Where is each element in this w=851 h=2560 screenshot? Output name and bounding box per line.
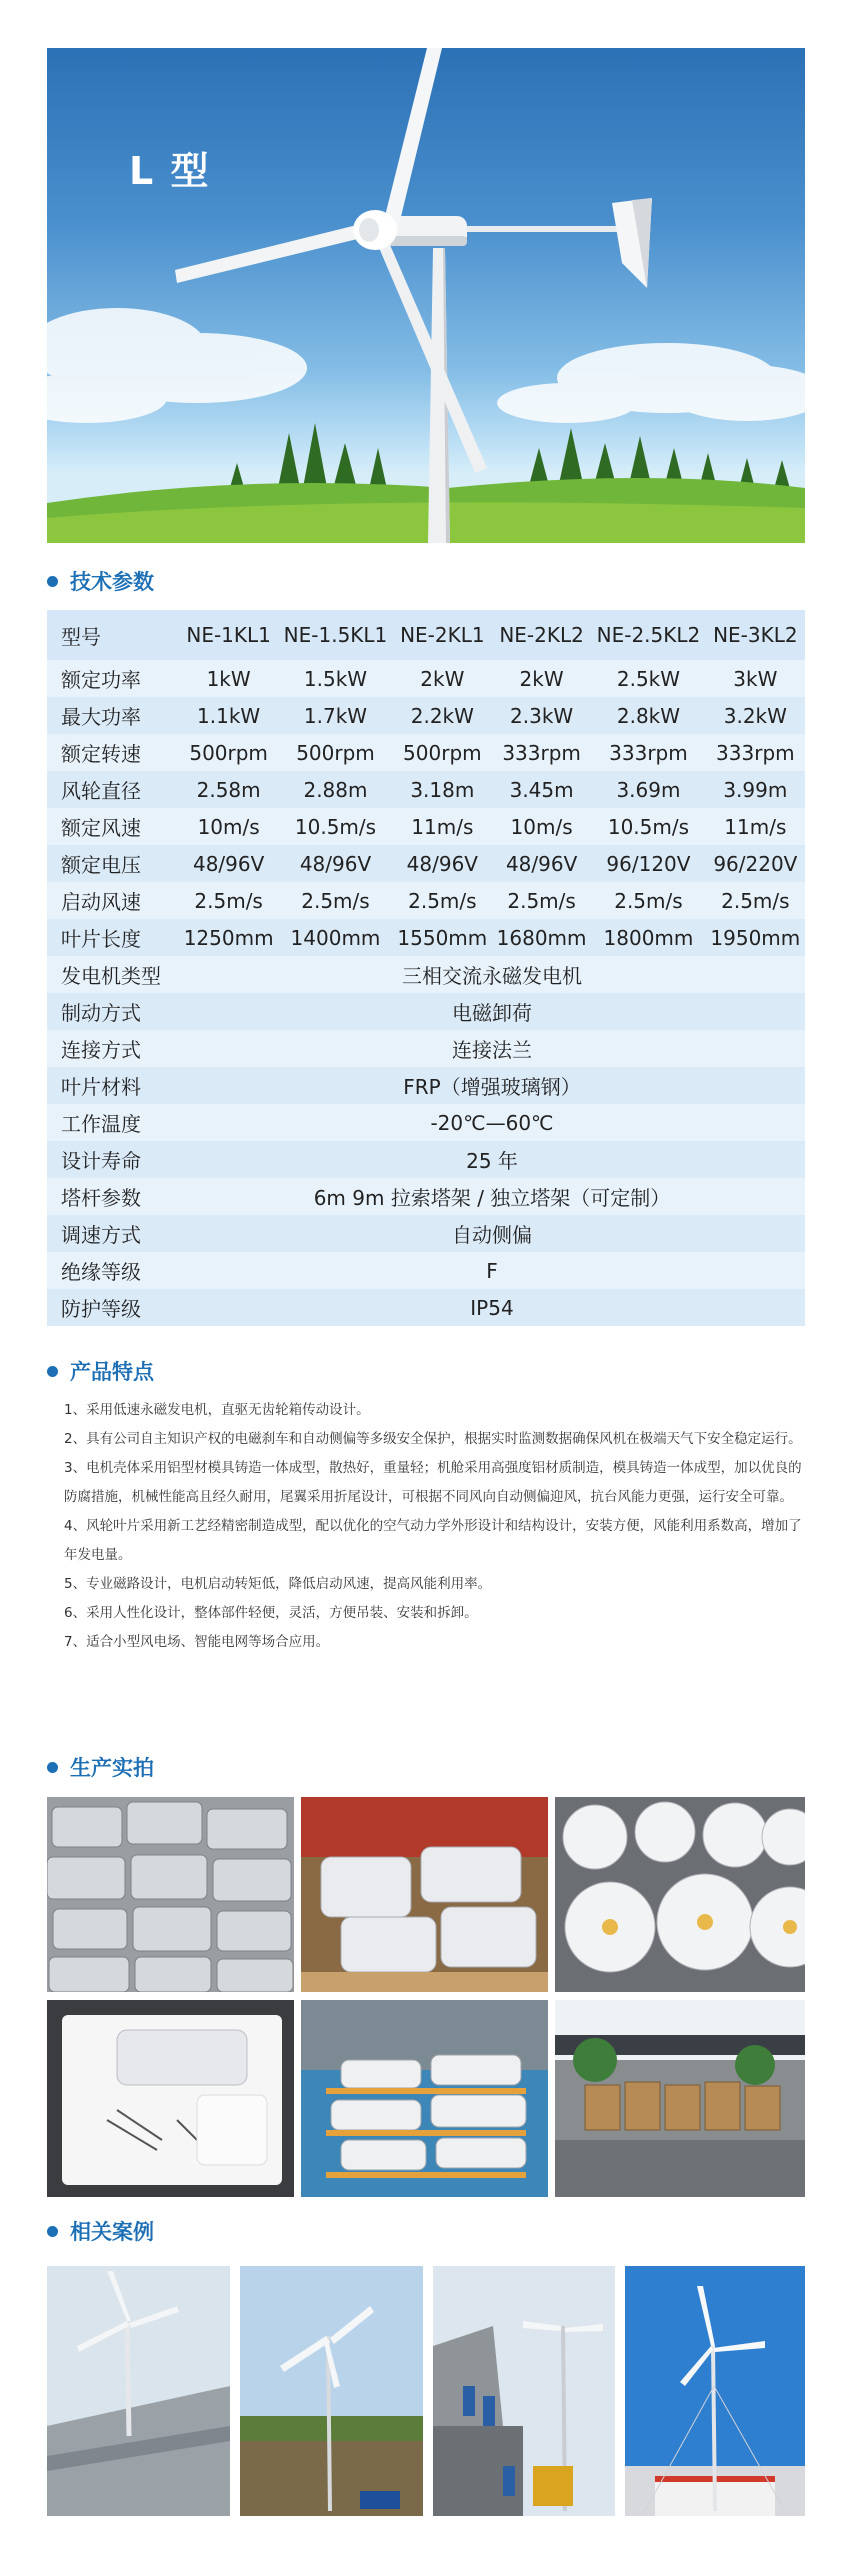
- table-row: [47, 771, 805, 808]
- table-cell: 48/96V: [192, 851, 265, 876]
- section-title: 生产实拍: [70, 1756, 154, 1780]
- feature-item: 3、电机壳体采用铝型材模具铸造一体成型，散热好，重量轻；机舱采用高强度铝材质制造，模具铸造一体成型，加以优良的防腐措施，机械性能高且经久耐用，尾翼采用折尾设计，可根据不同风向自动侧偏迎风，抗台风能力更强，运行安全可靠。: [64, 1460, 802, 1505]
- feature-list: [64, 1396, 806, 1657]
- case-photo-field-turbine: [240, 2266, 423, 2516]
- row-label: 设计寿命: [61, 1149, 141, 1173]
- bullet-dot-icon: [47, 1366, 58, 1377]
- table-cell: 2.5m/s: [194, 888, 263, 913]
- table-cell: 3.45m: [509, 777, 574, 802]
- table-cell: 11m/s: [724, 814, 787, 839]
- table-cell: 3.18m: [410, 777, 475, 802]
- section-title: 相关案例: [70, 2220, 154, 2244]
- table-cell: 2.58m: [196, 777, 261, 802]
- table-row: [47, 993, 805, 1030]
- header-cell: NE-2KL2: [499, 623, 584, 647]
- table-cell: 2.88m: [303, 777, 368, 802]
- table-cell: 96/220V: [713, 851, 798, 876]
- table-cell: F: [486, 1258, 498, 1283]
- table-cell: 三相交流永磁发电机: [402, 964, 582, 988]
- row-label: 额定风速: [61, 816, 141, 840]
- table-row: [47, 1067, 805, 1104]
- row-label: 额定电压: [61, 853, 141, 877]
- case-photo-turbine-blue-sky: [625, 2266, 805, 2516]
- table-row: [47, 1141, 805, 1178]
- table-cell: 10m/s: [197, 814, 260, 839]
- table-cell: 2.5kW: [616, 666, 681, 691]
- table-row: [47, 919, 805, 956]
- table-cell: 电磁卸荷: [452, 1001, 532, 1025]
- table-row: [47, 956, 805, 993]
- table-row: [47, 845, 805, 882]
- table-cell: 1800mm: [603, 925, 694, 950]
- feature-item: 1、采用低速永磁发电机，直驱无齿轮箱传动设计。: [64, 1402, 370, 1418]
- table-cell: FRP（增强玻璃钢）: [403, 1075, 581, 1099]
- table-cell: 2.5m/s: [614, 888, 683, 913]
- header-cell: NE-3KL2: [713, 623, 798, 647]
- table-cell: 1250mm: [183, 925, 274, 950]
- table-cell: 1550mm: [397, 925, 488, 950]
- row-label: 额定转速: [61, 742, 141, 766]
- table-cell: 2.3kW: [510, 703, 574, 728]
- section-title: 产品特点: [70, 1360, 154, 1384]
- feature-item: 2、具有公司自主知识产权的电磁刹车和自动侧偏等多级安全保护，根据实时监测数据确保风机在极端天气下安全稳定运行。: [64, 1431, 802, 1447]
- table-row: [47, 1252, 805, 1289]
- table-row: [47, 1289, 805, 1326]
- table-row: [47, 1178, 805, 1215]
- table-cell: 1.1kW: [197, 703, 261, 728]
- row-label: 制动方式: [61, 1001, 141, 1025]
- section-title: 技术参数: [70, 570, 154, 594]
- table-cell: 2.5m/s: [408, 888, 477, 913]
- table-cell: 6m 9m 拉索塔架 / 独立塔架（可定制）: [313, 1186, 671, 1210]
- table-row: [47, 697, 805, 734]
- table-cell: 3.99m: [723, 777, 788, 802]
- bullet-dot-icon: [47, 576, 58, 587]
- table-cell: 25 年: [466, 1149, 518, 1173]
- bullet-dot-icon: [47, 1762, 58, 1773]
- section-header-features: [47, 1356, 154, 1386]
- table-cell: 1680mm: [496, 925, 587, 950]
- table-cell: 2kW: [420, 666, 465, 691]
- table-cell: 333rpm: [716, 740, 795, 765]
- row-label: 调速方式: [61, 1223, 141, 1247]
- row-label: 叶片长度: [61, 927, 141, 951]
- production-photo-aluminium-housings: [47, 1797, 294, 1992]
- row-label: 防护等级: [61, 1297, 141, 1321]
- table-cell: 10m/s: [510, 814, 573, 839]
- table-row: [47, 1104, 805, 1141]
- row-label: 绝缘等级: [61, 1260, 141, 1284]
- header-cell: NE-2KL1: [400, 623, 485, 647]
- table-header-row: [47, 610, 805, 660]
- table-row: [47, 882, 805, 919]
- row-label: 额定功率: [61, 668, 141, 692]
- table-cell: 333rpm: [502, 740, 581, 765]
- table-cell: 2.5m/s: [301, 888, 370, 913]
- table-row: [47, 734, 805, 771]
- table-cell: 1.7kW: [303, 703, 368, 728]
- table-row: [47, 1030, 805, 1067]
- production-photo-warehouse-crates: [555, 2000, 805, 2197]
- table-cell: 333rpm: [609, 740, 688, 765]
- section-header-production: [47, 1752, 154, 1782]
- section-header-cases: [47, 2216, 154, 2246]
- table-cell: IP54: [470, 1295, 514, 1320]
- production-photo-assembled-generators: [555, 1797, 805, 1992]
- section-header-specs: [47, 566, 154, 596]
- hero-banner: [47, 48, 805, 543]
- table-cell: 2.5m/s: [721, 888, 790, 913]
- table-row: [47, 808, 805, 845]
- production-photo-generators-crate: [301, 1797, 548, 1992]
- case-photo-installation: [433, 2266, 615, 2516]
- table-cell: 500rpm: [403, 740, 482, 765]
- table-cell: 3.69m: [616, 777, 681, 802]
- table-cell: 1kW: [206, 666, 251, 691]
- table-cell: 2.5m/s: [507, 888, 576, 913]
- feature-item: 5、专业磁路设计，电机启动转矩低，降低启动风速，提高风能利用率。: [64, 1576, 492, 1592]
- table-cell: 500rpm: [189, 740, 268, 765]
- row-label: 最大功率: [61, 705, 141, 729]
- row-label: 工作温度: [61, 1112, 141, 1136]
- row-label: 风轮直径: [61, 779, 141, 803]
- table-cell: 1950mm: [710, 925, 801, 950]
- table-cell: 连接法兰: [452, 1038, 532, 1062]
- production-photo-factory-floor: [301, 2000, 548, 2197]
- case-photo-rooftop-turbine: [47, 2266, 230, 2516]
- table-cell: 500rpm: [296, 740, 375, 765]
- feature-item: 6、采用人性化设计，整体部件轻便，灵活，方便吊装、安装和拆卸。: [64, 1605, 478, 1621]
- hero-title: L 型: [129, 149, 211, 193]
- spec-table: [47, 610, 805, 1326]
- table-cell: 1.5kW: [303, 666, 368, 691]
- table-cell: 3.2kW: [723, 703, 787, 728]
- table-row: [47, 1215, 805, 1252]
- row-label: 启动风速: [61, 890, 141, 914]
- table-cell: 96/120V: [606, 851, 691, 876]
- table-cell: 48/96V: [406, 851, 478, 876]
- table-cell: 2.8kW: [616, 703, 681, 728]
- header-cell: 型号: [61, 624, 101, 649]
- table-cell: 48/96V: [505, 851, 578, 876]
- bullet-dot-icon: [47, 2226, 58, 2237]
- table-cell: 1400mm: [290, 925, 381, 950]
- table-cell: -20℃—60℃: [430, 1110, 554, 1135]
- table-cell: 自动侧偏: [452, 1223, 532, 1247]
- feature-item: 4、风轮叶片采用新工艺经精密制造成型，配以优化的空气动力学外形设计和结构设计，安装方便，风能利用系数高，增加了年发电量。: [64, 1518, 802, 1563]
- header-cell: NE-1KL1: [186, 623, 271, 647]
- production-photo-packed-generator: [47, 2000, 294, 2197]
- table-cell: 2kW: [519, 666, 564, 691]
- table-row: [47, 660, 805, 697]
- table-cell: 11m/s: [411, 814, 474, 839]
- header-cell: NE-1.5KL1: [283, 623, 388, 647]
- table-cell: 2.2kW: [410, 703, 474, 728]
- row-label: 叶片材料: [61, 1075, 141, 1099]
- table-cell: 10.5m/s: [607, 814, 690, 839]
- row-label: 塔杆参数: [61, 1186, 141, 1210]
- header-cell: NE-2.5KL2: [596, 623, 701, 647]
- row-label: 发电机类型: [61, 964, 161, 988]
- table-cell: 48/96V: [299, 851, 372, 876]
- row-label: 连接方式: [61, 1038, 141, 1062]
- feature-item: 7、适合小型风电场、智能电网等场合应用。: [64, 1634, 330, 1650]
- table-cell: 3kW: [733, 666, 778, 691]
- table-cell: 10.5m/s: [294, 814, 377, 839]
- wind-turbine-illustration: [47, 48, 805, 543]
